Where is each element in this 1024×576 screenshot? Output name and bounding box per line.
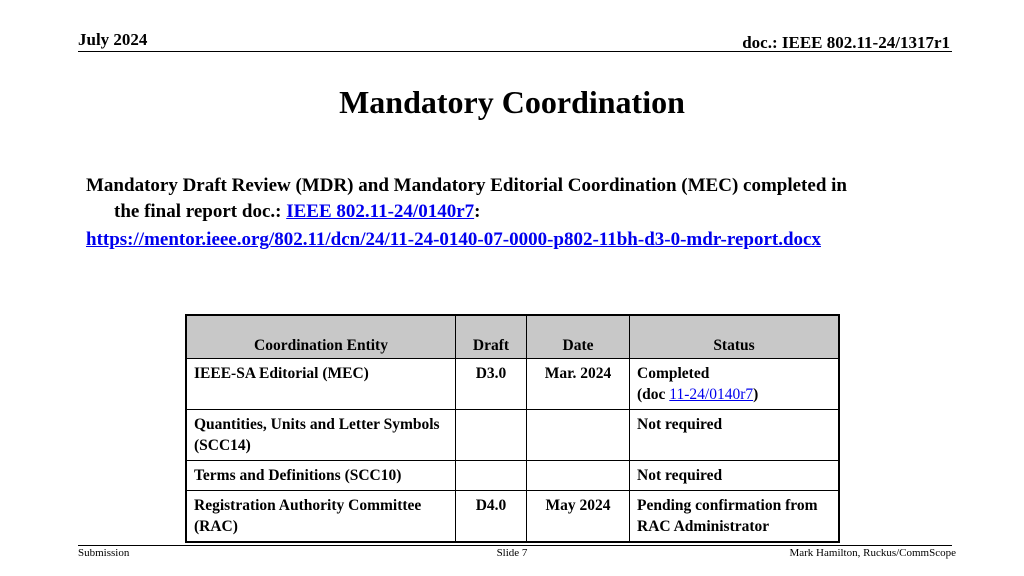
header-entity: Coordination Entity <box>186 315 456 359</box>
paragraph-suffix: : <box>474 201 481 222</box>
date-cell: May 2024 <box>527 491 630 543</box>
table-header-row <box>186 315 839 359</box>
date-cell <box>527 410 630 461</box>
draft-cell: D3.0 <box>456 359 527 410</box>
table-row <box>186 491 839 543</box>
slide-title: Mandatory Coordination <box>339 84 685 120</box>
date-cell <box>527 461 630 491</box>
header-status: Status <box>630 315 840 359</box>
entity-cell: Terms and Definitions (SCC10) <box>186 461 456 491</box>
status-doc-link[interactable]: 11-24/0140r7 <box>669 386 754 403</box>
status-doc-suffix: ) <box>753 386 759 403</box>
header-date: July 2024 <box>78 30 148 49</box>
table-row <box>186 410 839 461</box>
status-cell: Pending confirmation from RAC Administrator <box>630 491 840 543</box>
date-cell: Mar. 2024 <box>527 359 630 410</box>
status-doc-ref <box>637 384 831 405</box>
entity-cell: IEEE-SA Editorial (MEC) <box>186 359 456 410</box>
status-cell: Not required <box>630 461 840 491</box>
draft-cell <box>456 461 527 491</box>
report-url-row <box>86 229 821 251</box>
entity-cell: Registration Authority Committee (RAC) <box>186 491 456 543</box>
footer-rule <box>78 545 952 546</box>
paragraph-line-2 <box>86 199 966 225</box>
header-rule <box>78 51 952 52</box>
report-doc-link[interactable]: IEEE 802.11-24/0140r7 <box>286 201 475 222</box>
paragraph-prefix: the final report doc.: <box>114 201 287 222</box>
coordination-table <box>185 314 840 543</box>
table-row <box>186 359 839 410</box>
header-doc-id: doc.: IEEE 802.11-24/1317r1 <box>742 33 950 52</box>
table-row <box>186 461 839 491</box>
body-paragraph <box>86 173 966 225</box>
report-url-link[interactable]: https://mentor.ieee.org/802.11/dcn/24/11-24-0140-07-0000-p802-11bh-d3-0-mdr-report.docx <box>86 229 821 250</box>
status-cell: Not required <box>630 410 840 461</box>
footer-author: Mark Hamilton, Ruckus/CommScope <box>789 547 956 559</box>
footer-submission: Submission <box>78 547 130 559</box>
footer-slide-number: Slide 7 <box>496 547 528 559</box>
status-cell <box>630 359 840 410</box>
entity-cell: Quantities, Units and Letter Symbols (SCC14) <box>186 410 456 461</box>
draft-cell <box>456 410 527 461</box>
header-date-col: Date <box>527 315 630 359</box>
paragraph-line-1: Mandatory Draft Review (MDR) and Mandatory Editorial Coordination (MEC) completed in <box>86 175 847 196</box>
status-text: Completed <box>637 365 710 382</box>
status-doc-prefix: (doc <box>637 386 670 403</box>
draft-cell: D4.0 <box>456 491 527 543</box>
header-draft: Draft <box>456 315 527 359</box>
